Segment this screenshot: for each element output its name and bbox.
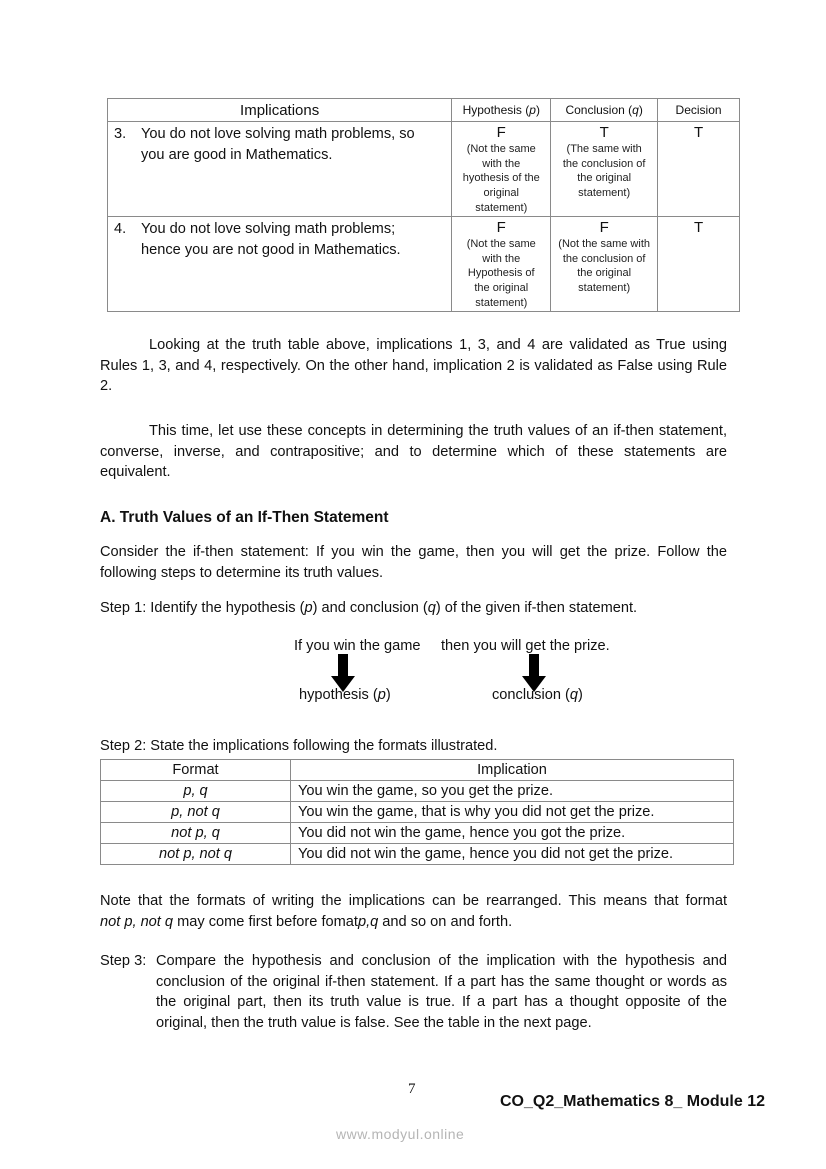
implication-cell: 3. You do not love solving math problems, so you are good in Mathematics.	[108, 122, 452, 217]
implication-cell: 4. You do not love solving math problems; hence you are not good in Mathematics.	[108, 217, 452, 312]
truth-table	[107, 98, 740, 312]
step-2: Step 2: State the implications following the formats illustrated.	[100, 738, 498, 754]
truth-value: F	[599, 219, 609, 236]
table-row	[101, 781, 734, 802]
section-intro: Consider the if-then statement: If you win the game, then you will get the prize. Follow the following steps to determine its truth values.	[100, 544, 727, 581]
header-format: Format	[101, 760, 291, 781]
section-heading: A. Truth Values of an If-Then Statement	[100, 509, 389, 526]
format-table-header	[101, 760, 734, 781]
truth-note: (Not the same with the conclusion of the original statement)	[558, 238, 650, 295]
step-3-text: Compare the hypothesis and conclusion of the implication with the hypothesis and conclusion of the original if-then statement. If a part has the same thought or words as the original part, then its truth value is true. If a part has a thought opposite of the original, then the truth value is false. See the table in the next page.	[156, 953, 727, 1031]
decision-cell	[658, 217, 740, 312]
hypothesis-cell	[452, 122, 551, 217]
table-row	[101, 823, 734, 844]
paragraph-validation: Looking at the truth table above, implications 1, 3, and 4 are validated as True using Rules 1, 3, and 4, respectively. On the other hand, implication 2 is validated as False using Rule 2.	[100, 337, 727, 394]
truth-value: F	[496, 219, 506, 236]
diagram-hypothesis-label: hypothesis (p)	[299, 687, 391, 703]
header-decision: Decision	[658, 99, 740, 122]
step-3-label: Step 3:	[100, 953, 147, 969]
format-table	[100, 759, 734, 865]
header-implications: Implications	[108, 99, 452, 122]
truth-note: (The same with the conclusion of the original statement)	[562, 143, 646, 200]
format-cell: not p, not q	[101, 844, 291, 865]
truth-value: T	[599, 124, 609, 141]
hypothesis-cell	[452, 217, 551, 312]
truth-note: (Not the same with the hyothesis of the original statement)	[462, 143, 540, 214]
table-row	[108, 122, 740, 217]
implication-cell: You did not win the game, hence you got the prize.	[291, 823, 734, 844]
table-row	[108, 217, 740, 312]
watermark: www.modyul.online	[336, 1126, 465, 1142]
diagram-conclusion-text: then you will get the prize.	[441, 638, 610, 654]
note-paragraph: Note that the formats of writing the implications can be rearranged. This means that format not p, not q may come first before fomatp,q and so on and forth.	[100, 893, 727, 930]
paragraph-concepts: This time, let use these concepts in determining the truth values of an if-then statement, converse, inverse, and contrapositive; and to determine which of these statements are equivalent.	[100, 423, 727, 480]
table-row	[101, 844, 734, 865]
conclusion-cell	[551, 217, 658, 312]
truth-value: T	[693, 219, 704, 236]
diagram-hypothesis-text: If you win the game	[294, 638, 421, 654]
decision-cell	[658, 122, 740, 217]
diagram-conclusion-label: conclusion (q)	[492, 687, 583, 703]
module-label: CO_Q2_Mathematics 8_ Module 12	[500, 1093, 765, 1110]
truth-value: T	[693, 124, 704, 141]
header-hypothesis: Hypothesis (p)	[452, 99, 551, 122]
implication-cell: You win the game, that is why you did not get the prize.	[291, 802, 734, 823]
format-cell: not p, q	[101, 823, 291, 844]
header-implication: Implication	[291, 760, 734, 781]
header-conclusion: Conclusion (q)	[551, 99, 658, 122]
truth-table-header	[108, 99, 740, 122]
format-cell: p, not q	[101, 802, 291, 823]
truth-value: F	[496, 124, 506, 141]
table-row	[101, 802, 734, 823]
implication-cell: You did not win the game, hence you did not get the prize.	[291, 844, 734, 865]
page-number: 7	[408, 1081, 416, 1097]
conclusion-cell	[551, 122, 658, 217]
step-1: Step 1: Identify the hypothesis (p) and conclusion (q) of the given if-then statement.	[100, 600, 638, 616]
implication-cell: You win the game, so you get the prize.	[291, 781, 734, 802]
format-cell: p, q	[101, 781, 291, 802]
truth-note: (Not the same with the Hypothesis of the original statement)	[466, 238, 536, 309]
